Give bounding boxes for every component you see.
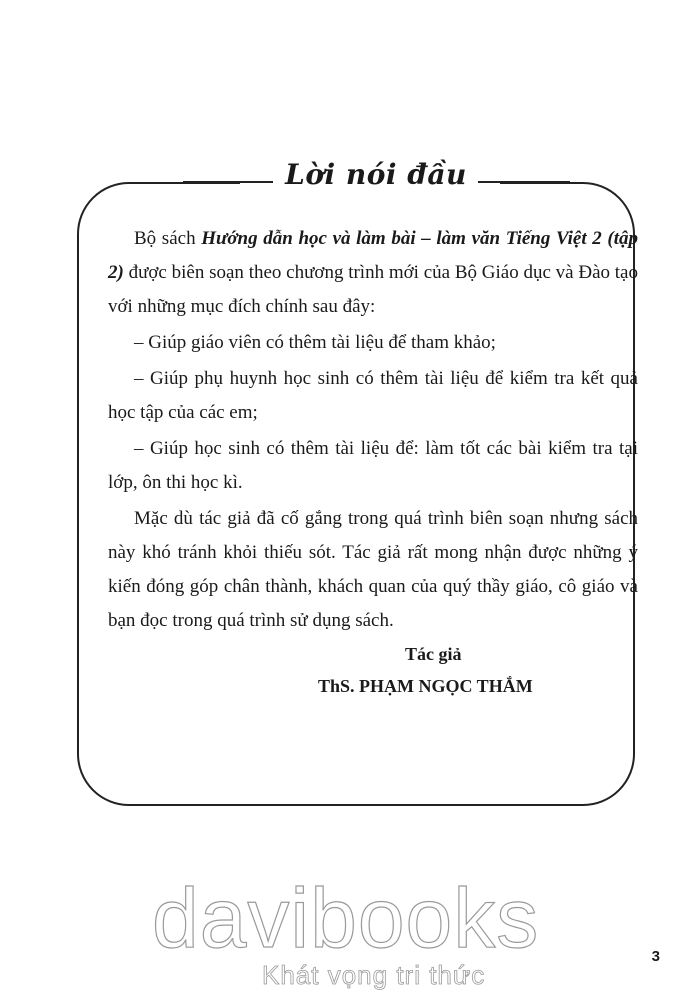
closing-paragraph: Mặc dù tác giả đã cố gắng trong quá trình biên soạn nhưng sách này khó tránh khỏi thiếu sót. Tác giả rất mong nhận được những ý kiến đóng góp chân thành, khách quan của quý thầy giáo, cô giáo và bạn đọc trong quá trình sử dụng sách. [108, 508, 638, 631]
title-area [0, 150, 700, 210]
signature-name: ThS. PHẠM NGỌC THẮM [318, 676, 533, 696]
page-number: 3 [651, 948, 660, 965]
intro-suffix: được biên soạn theo chương trình mới của Bộ Giáo dục và Đào tạo với những mục đích chính sau đây: [108, 262, 638, 317]
title-rule-left [183, 181, 273, 183]
watermark-brand: davibooks [152, 871, 540, 965]
bullet-parents: – Giúp phụ huynh học sinh có thêm tài liệu để kiểm tra kết quả học tập của các em; [108, 368, 638, 423]
signature-role: Tác giả [405, 644, 462, 664]
bullet-students: – Giúp học sinh có thêm tài liệu để: làm tốt các bài kiểm tra tại lớp, ôn thi học kì. [108, 438, 638, 493]
intro-paragraph [108, 222, 638, 324]
bullet-teachers: – Giúp giáo viên có thêm tài liệu để tham khảo; [134, 332, 496, 353]
title-rule-right [478, 181, 570, 183]
watermark-slogan: Khát vọng tri thức [262, 960, 486, 990]
page-title: Lời nói đầu [285, 158, 467, 191]
book-title: Hướng dẫn học và làm bài – làm văn Tiếng Việt 2 (tập 2) [108, 228, 638, 283]
watermark-logo [152, 868, 572, 1008]
preface-body [108, 222, 638, 638]
intro-prefix: Bộ sách [134, 228, 202, 249]
